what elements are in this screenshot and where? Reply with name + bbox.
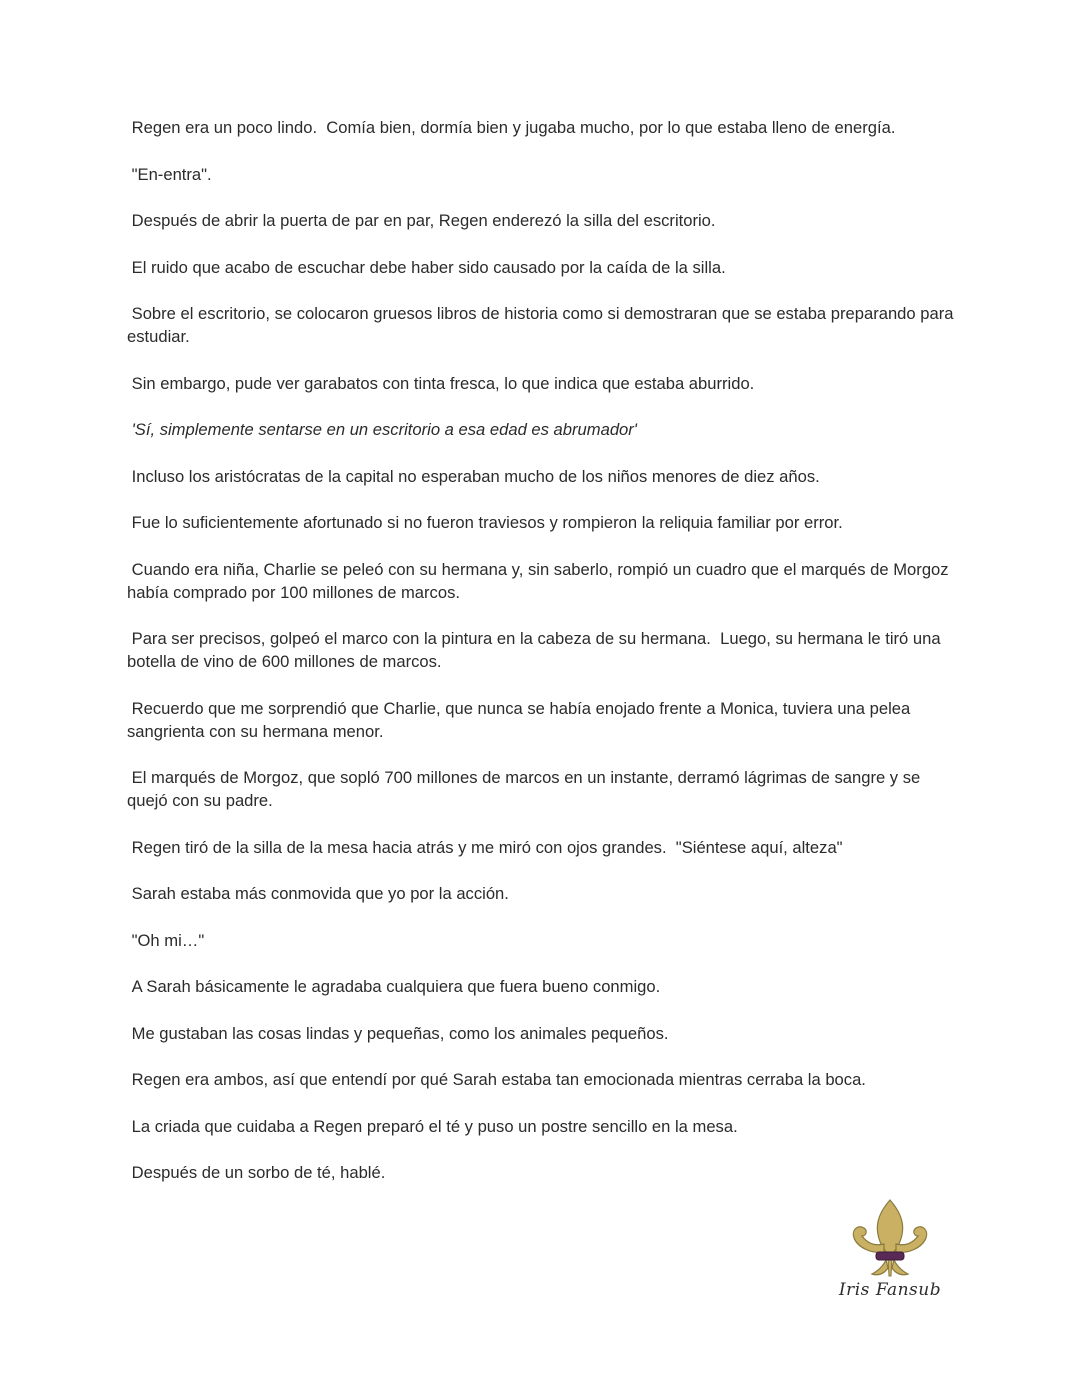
logo-text: Iris Fansub: [838, 1280, 942, 1300]
paragraph: El marqués de Morgoz, que sopló 700 millones de marcos en un instante, derramó lágrimas de sangre y se quejó con su padre.: [127, 768, 925, 810]
paragraph: Sarah estaba más conmovida que yo por la acción.: [127, 884, 509, 903]
paragraph: Después de abrir la puerta de par en par, Regen enderezó la silla del escritorio.: [127, 211, 716, 230]
paragraph: Cuando era niña, Charlie se peleó con su hermana y, sin saberlo, rompió un cuadro que el marqués de Morgoz había comprado por 100 millones de marcos.: [127, 559, 954, 602]
paragraph: Recuerdo que me sorprendió que Charlie, que nunca se había enojado frente a Monica, tuviera una pelea sangrienta con su hermana menor.: [127, 698, 915, 741]
document-body: [127, 116, 957, 1208]
paragraph: "En-entra".: [127, 164, 212, 184]
paragraph: Para ser precisos, golpeó el marco con la pintura en la cabeza de su hermana. Luego, su hermana le tiró una botella de vino de 600 millones de marcos.: [127, 629, 946, 671]
paragraph: Sobre el escritorio, se colocaron gruesos libros de historia como si demostraran que se estaba preparando para estudiar.: [127, 304, 959, 346]
paragraph: Incluso los aristócratas de la capital no esperaban mucho de los niños menores de diez años.: [127, 466, 820, 486]
fleur-de-lis-icon: [846, 1196, 934, 1284]
paragraph: Regen tiró de la silla de la mesa hacia atrás y me miró con ojos grandes. "Siéntese aquí, alteza": [127, 837, 843, 857]
paragraph: La criada que cuidaba a Regen preparó el té y puso un postre sencillo en la mesa.: [127, 1116, 738, 1136]
paragraph: Después de un sorbo de té, hablé.: [127, 1163, 386, 1182]
paragraph: Fue lo suficientemente afortunado si no fueron traviesos y rompieron la reliquia familiar por error.: [127, 513, 843, 532]
paragraph: El ruido que acabo de escuchar debe haber sido causado por la caída de la silla.: [127, 257, 726, 277]
paragraph: Sin embargo, pude ver garabatos con tinta fresca, lo que indica que estaba aburrido.: [127, 373, 755, 393]
paragraph: "Oh mi…": [127, 930, 205, 950]
paragraph: Me gustaban las cosas lindas y pequeñas, como los animales pequeños.: [127, 1023, 669, 1043]
watermark-logo: [838, 1196, 948, 1308]
paragraph: 'Sí, simplemente sentarse en un escritorio a esa edad es abrumador': [127, 420, 637, 439]
paragraph: Regen era un poco lindo. Comía bien, dormía bien y jugaba mucho, por lo que estaba lleno de energía.: [127, 118, 896, 137]
paragraph: A Sarah básicamente le agradaba cualquiera que fuera bueno conmigo.: [127, 977, 661, 996]
paragraph: Regen era ambos, así que entendí por qué Sarah estaba tan emocionada mientras cerraba la boca.: [127, 1070, 866, 1089]
